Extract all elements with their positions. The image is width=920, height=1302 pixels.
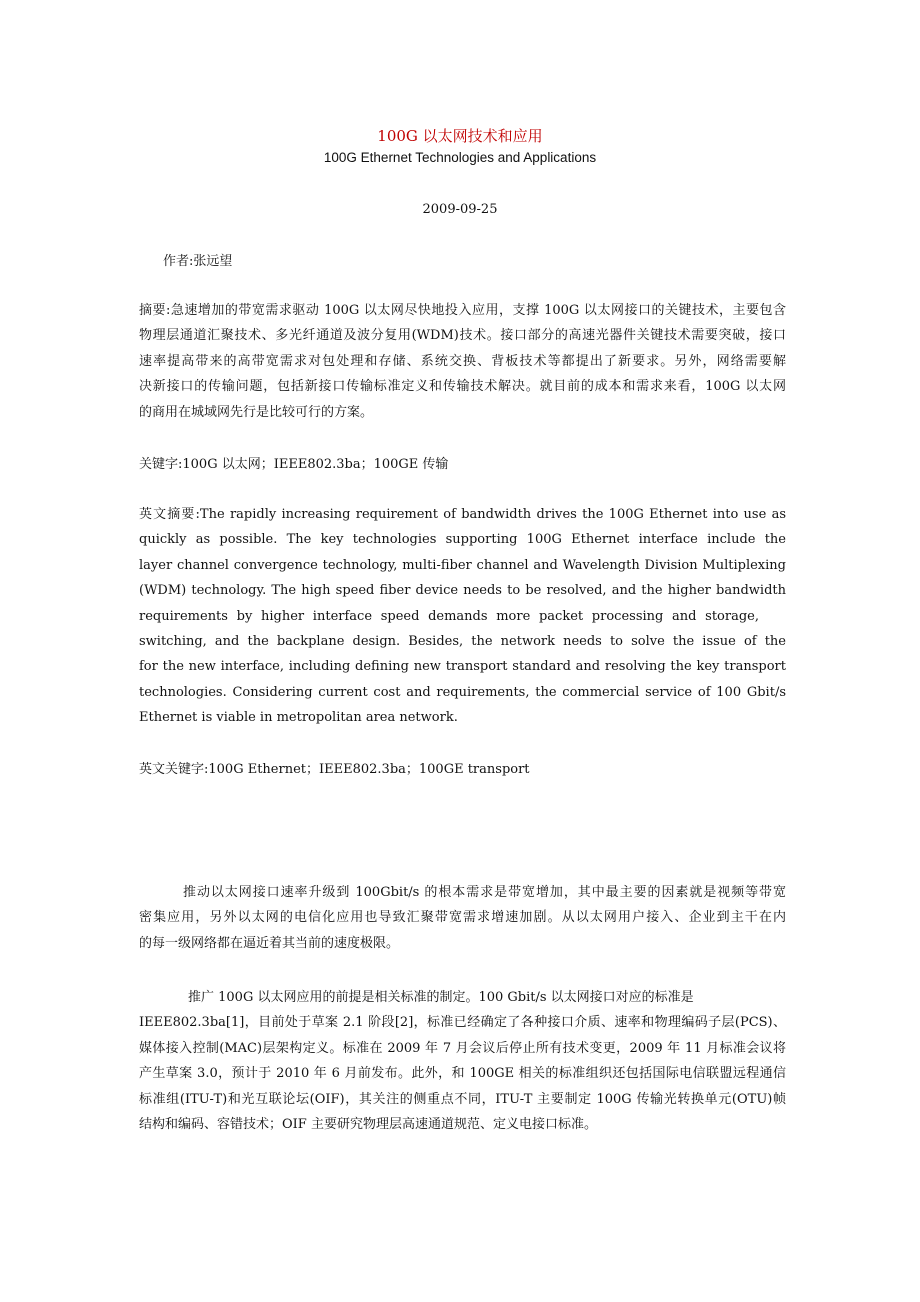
text-line: (WDM) technology. The high speed fiber device needs to be resolved, and the higher bandwidth [139, 583, 786, 599]
text-line: 媒体接入控制(MAC)层架构定义。标准在 2009 年 7 月会议后停止所有技术变更，2009 年 11 月标准会议将 [139, 1040, 786, 1056]
text-line: 标准组(ITU-T)和光互联论坛(OIF)，其关注的侧重点不同，ITU-T 主要制定 100G 传输光转换单元(OTU)帧 [139, 1091, 786, 1107]
text-line: 速率提高带来的高带宽需求对包处理和存储、系统交换、背板技术等都提出了新要求。另外，网络需要解 [139, 353, 786, 369]
abstract-cn [139, 298, 786, 425]
text-line: layer channel convergence technology, multi-fiber channel and Wavelength Division Multiplexing [139, 557, 786, 573]
abstract-en [139, 502, 786, 731]
text-line: 英文摘要:The rapidly increasing requirement of bandwidth drives the 100G Ethernet into use as [139, 507, 786, 522]
doc-title: 100G 以太网技术和应用 [377, 127, 543, 145]
text-line: requirements by higher interface speed demands more packet processing and storage, [139, 608, 759, 624]
text-line: technologies. Considering current cost and requirements, the commercial service of 100 Gbit/s [139, 684, 786, 700]
doc-subtitle: 100G Ethernet Technologies and Applications [323, 150, 597, 165]
text-line: 摘要:急速增加的带宽需求驱动 100G 以太网尽快地投入应用，支撑 100G 以太网接口的关键技术，主要包含 [139, 303, 786, 318]
text-line: for the new interface, including defining new transport standard and resolving the key transport [139, 659, 786, 675]
keywords-en-text: 英文关键字:100G Ethernet；IEEE802.3ba；100GE transport [139, 762, 530, 777]
keywords-en [139, 757, 786, 782]
text-line: 决新接口的传输问题，包括新接口传输标准定义和传输技术解决。就目前的成本和需求来看，100G 以太网 [139, 379, 786, 395]
paragraph-2 [139, 985, 786, 1137]
text-line: 的每一级网络都在逼近着其当前的速度极限。 [139, 935, 400, 951]
paragraph-1 [139, 880, 786, 956]
text-line: 产生草案 3.0，预计于 2010 年 6 月前发布。此外，和 100GE 相关的标准组织还包括国际电信联盟远程通信 [139, 1066, 786, 1082]
text-line: IEEE802.3ba[1]，目前处于草案 2.1 阶段[2]，标准已经确定了各种接口介质、速率和物理编码子层(PCS)、 [139, 1015, 786, 1031]
keywords-cn-text: 关键字:100G 以太网；IEEE802.3ba；100GE 传输 [139, 457, 449, 472]
doc-date: 2009-09-25 [422, 202, 498, 217]
text-line: quickly as possible. The key technologies supporting 100G Ethernet interface include the [139, 532, 786, 548]
text-line: 密集应用，另外以太网的电信化应用也导致汇聚带宽需求增速加剧。从以太网用户接入、企业到主干在内 [139, 910, 786, 926]
text-line: 推广 100G 以太网应用的前提是相关标准的制定。100 Gbit/s 以太网接口对应的标准是 [188, 990, 694, 1005]
text-line: 结构和编码、容错技术；OIF 主要研究物理层高速通道规范、定义电接口标准。 [139, 1116, 597, 1132]
text-line: 推动以太网接口速率升级到 100Gbit/s 的根本需求是带宽增加，其中最主要的因素就是视频等带宽 [183, 885, 786, 900]
text-line: switching, and the backplane design. Besides, the network needs to solve the issue of the [139, 633, 786, 649]
doc-author: 作者:张远望 [163, 254, 233, 269]
keywords-cn [139, 452, 786, 477]
text-line: Ethernet is viable in metropolitan area network. [139, 710, 458, 726]
text-line: 的商用在城域网先行是比较可行的方案。 [139, 404, 374, 420]
text-line: 物理层通道汇聚技术、多光纤通道及波分复用(WDM)技术。接口部分的高速光器件关键技术需要突破，接口 [139, 328, 786, 344]
